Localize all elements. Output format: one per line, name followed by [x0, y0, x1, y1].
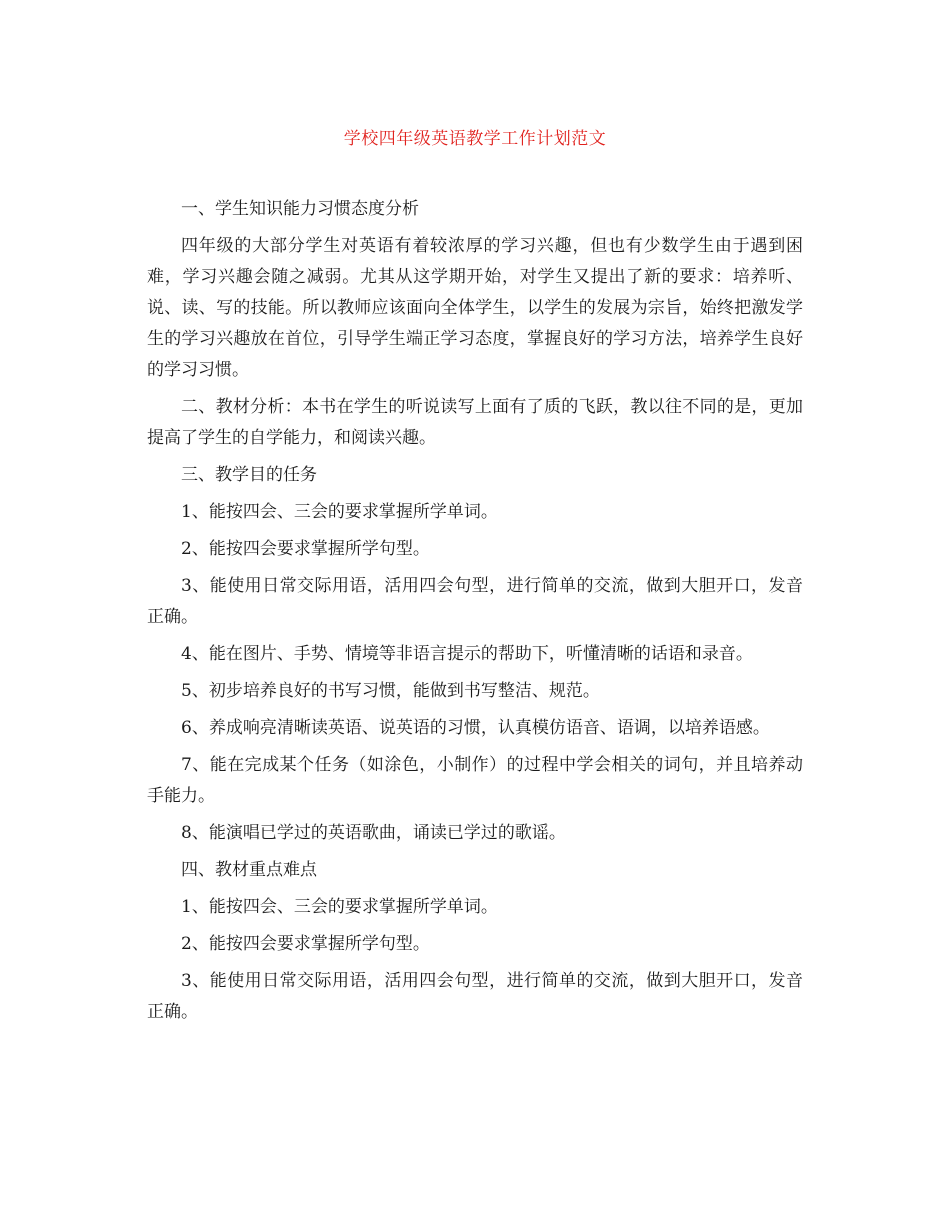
- section-heading-teaching-goals: 三、教学目的任务: [181, 465, 317, 485]
- document-body: [147, 194, 803, 1034]
- list-item-goal-3: 3、能使用日常交际用语，活用四会句型，进行简单的交流，做到大胆开口，发音正确。: [147, 576, 803, 627]
- section-heading-student-analysis: 一、学生知识能力习惯态度分析: [181, 199, 419, 219]
- list-item-goal-8: 8、能演唱已学过的英语歌曲，诵读已学过的歌谣。: [181, 823, 566, 843]
- list-item-goal-7: 7、能在完成某个任务（如涂色，小制作）的过程中学会相关的词句，并且培养动手能力。: [147, 755, 803, 806]
- list-item-key-point-3: 3、能使用日常交际用语，活用四会句型，进行简单的交流，做到大胆开口，发音正确。: [147, 971, 803, 1022]
- paragraph-textbook-analysis: 二、教材分析：本书在学生的听说读写上面有了质的飞跃，教以往不同的是，更加提高了学生的自学能力，和阅读兴趣。: [147, 397, 803, 448]
- list-item-goal-5: 5、初步培养良好的书写习惯，能做到书写整洁、规范。: [181, 681, 600, 701]
- document-title: 学校四年级英语教学工作计划范文: [343, 129, 607, 149]
- list-item-key-point-2: 2、能按四会要求掌握所学句型。: [181, 934, 430, 954]
- list-item-goal-6: 6、养成响亮清晰读英语、说英语的习惯，认真模仿语音、语调，以培养语感。: [181, 718, 770, 738]
- list-item-goal-2: 2、能按四会要求掌握所学句型。: [181, 539, 430, 559]
- list-item-goal-4: 4、能在图片、手势、情境等非语言提示的帮助下，听懂清晰的话语和录音。: [181, 644, 753, 664]
- list-item-goal-1: 1、能按四会、三会的要求掌握所学单词。: [181, 502, 498, 522]
- list-item-key-point-1: 1、能按四会、三会的要求掌握所学单词。: [181, 897, 498, 917]
- section-heading-key-points: 四、教材重点难点: [181, 860, 317, 880]
- paragraph-student-analysis: 四年级的大部分学生对英语有着较浓厚的学习兴趣，但也有少数学生由于遇到困难，学习兴趣会随之减弱。尤其从这学期开始，对学生又提出了新的要求：培养听、说、读、写的技能。所以教师应该面向全体学生，以学生的发展为宗旨，始终把激发学生的学习兴趣放在首位，引导学生端正学习态度，掌握良好的学习方法，培养学生良好的学习习惯。: [147, 236, 803, 380]
